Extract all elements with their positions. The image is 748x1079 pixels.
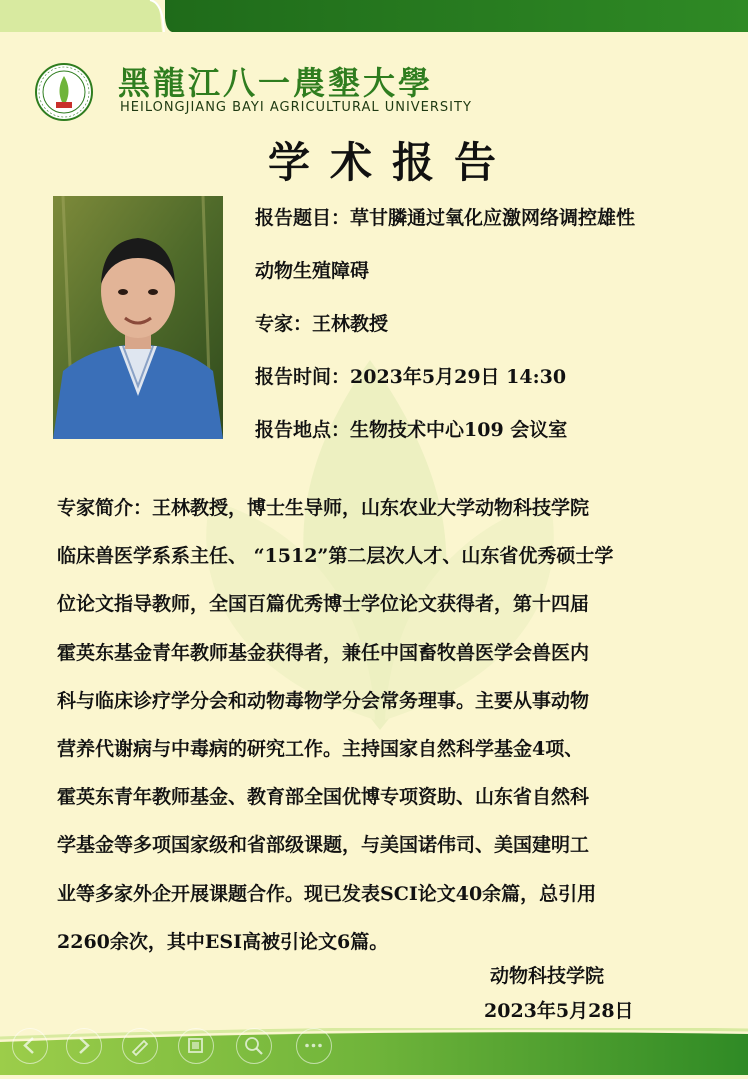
report-topic-line1: 报告题目：草甘膦通过氧化应激网络调控雄性 — [255, 207, 636, 229]
bio-line: 霍英东青年教师基金、教育部全国优博专项资助、山东省自然科 — [57, 786, 590, 809]
bio-line: 学基金等多项国家级和省部级课题，与美国诺伟司、美国建明工 — [57, 834, 590, 857]
university-logo — [34, 62, 94, 122]
report-expert: 专家：王林教授 — [255, 313, 389, 335]
report-location: 报告地点：生物技术中心109 会议室 — [255, 419, 568, 441]
university-name-en: HEILONGJIANG BAYI AGRICULTURAL UNIVERSITY — [120, 100, 472, 115]
signature-date: 2023年5月28日 — [484, 1000, 634, 1022]
bio-line: 专家简介：王林教授，博士生导师，山东农业大学动物科技学院 — [57, 497, 590, 519]
expert-bio — [57, 484, 697, 966]
bio-line: 科与临床诊疗学分会和动物毒物学分会常务理事。主要从事动物 — [57, 689, 590, 712]
next-icon[interactable] — [66, 1028, 102, 1064]
bio-line: 临床兽医学系系主任、 “1512”第二层次人才、山东省优秀硕士学 — [57, 545, 614, 568]
university-name-cn: 黑龍江八一農墾大學 — [118, 64, 434, 102]
bio-line: 2260余次，其中ESI高被引论文6篇。 — [57, 930, 389, 953]
signature-org: 动物科技学院 — [490, 965, 605, 987]
report-time: 报告时间：2023年5月29日 14:30 — [255, 366, 567, 388]
bio-line: 营养代谢病与中毒病的研究工作。主持国家自然科学基金4项、 — [57, 738, 584, 761]
more-icon[interactable] — [296, 1028, 332, 1064]
page-title: 学术报告 — [268, 138, 517, 187]
bio-line: 位论文指导教师，全国百篇优秀博士学位论文获得者，第十四届 — [57, 593, 590, 616]
top-decor-bar — [0, 0, 748, 32]
report-topic-line2: 动物生殖障碍 — [255, 260, 370, 282]
bottom-decor-bar — [0, 1028, 748, 1075]
slides-icon[interactable] — [178, 1028, 214, 1064]
prev-icon[interactable] — [12, 1028, 48, 1064]
speaker-photo — [53, 196, 223, 439]
pen-icon[interactable] — [122, 1028, 158, 1064]
bio-line: 业等多家外企开展课题合作。现已发表SCI论文40余篇，总引用 — [57, 882, 597, 905]
bio-line: 霍英东基金青年教师基金获得者，兼任中国畜牧兽医学会兽医内 — [57, 641, 590, 664]
zoom-icon[interactable] — [236, 1028, 272, 1064]
